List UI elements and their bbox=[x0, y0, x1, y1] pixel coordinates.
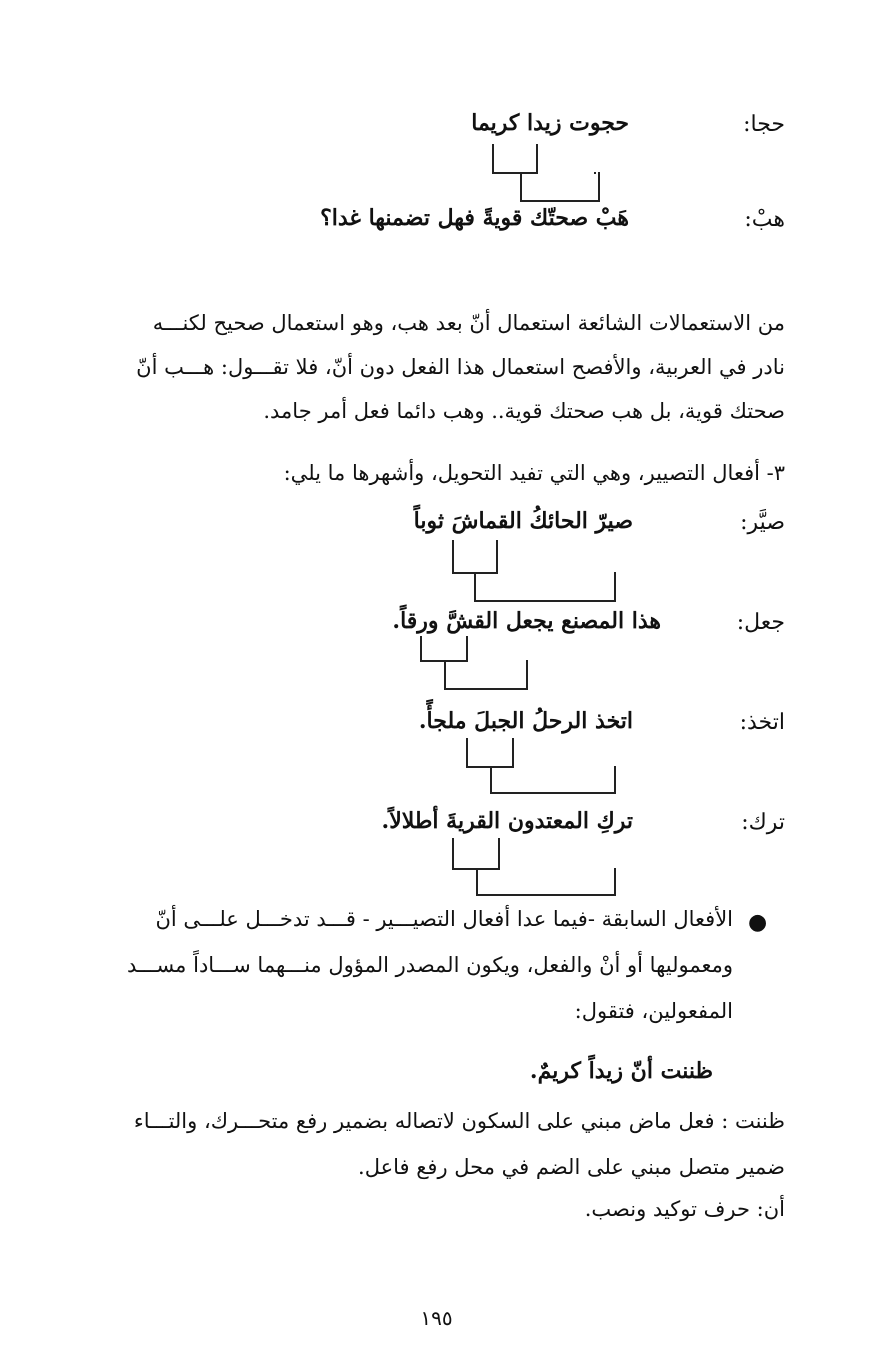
paragraph-hab-usage bbox=[110, 308, 785, 426]
example-label-hajaa: حجا: bbox=[743, 112, 785, 137]
example-sentence-zanan: ظننت أنّ زيداً كريمٌ. bbox=[529, 1058, 713, 1084]
example-sentence-tarak: تركِ المعتدون القريةَ أطلالاً. bbox=[381, 808, 633, 834]
paragraph-analysis bbox=[110, 1106, 785, 1224]
parse-bracket bbox=[420, 636, 468, 662]
example-sentence-hajaa: حجوت زيدا كريما bbox=[471, 110, 629, 136]
example-label-hab: هبْ: bbox=[744, 207, 785, 232]
paragraph-bullet bbox=[108, 904, 733, 1026]
bullet-icon: ● bbox=[748, 910, 768, 935]
paragraph-line: ومعموليها أو أنْ والفعل، ويكون المصدر المؤول منـــهما ســـاداً مســـد bbox=[126, 953, 733, 977]
example-label-sayyar: صيَّر: bbox=[740, 510, 785, 535]
parse-tick bbox=[594, 172, 596, 174]
paragraph-line: المفعولين، فتقول: bbox=[574, 999, 733, 1023]
paragraph-line: من الاستعمالات الشائعة استعمال أنّ بعد هب، وهو استعمال صحيح لكنـــه bbox=[152, 311, 785, 335]
paragraph-line: نادر في العربية، والأفصح استعمال هذا الفعل دون أنّ، فلا تقـــول: هـــب أنّ bbox=[136, 355, 785, 379]
parse-bracket bbox=[444, 660, 528, 690]
paragraph-line: صحتك قوية، بل هب صحتك قوية.. وهب دائما فعل أمر جامد. bbox=[263, 399, 785, 423]
example-sentence-sayyar: صيرّ الحائكُ القماشَ ثوباً bbox=[413, 508, 633, 534]
parse-bracket bbox=[492, 144, 538, 174]
example-label-jaal: جعل: bbox=[736, 610, 785, 635]
example-sentence-ittakhadh: اتخذ الرحلُ الجبلَ ملجأً. bbox=[418, 708, 633, 734]
example-label-tarak: ترك: bbox=[741, 810, 785, 835]
paragraph-line: ظننت : فعل ماض مبني على السكون لاتصاله بضمير رفع متحـــرك، والتـــاء bbox=[133, 1109, 785, 1133]
parse-bracket bbox=[452, 838, 500, 870]
example-label-ittakhadh: اتخذ: bbox=[739, 710, 785, 735]
parse-bracket bbox=[490, 766, 616, 794]
parse-bracket bbox=[476, 868, 616, 896]
example-sentence-hab: هَبْ صحتّك قويةً فهل تضمنها غدا؟ bbox=[320, 205, 629, 231]
example-sentence-jaal: هذا المصنع يجعل القشَّ ورقاً. bbox=[392, 608, 661, 634]
section-heading-tasyir: ٣- أفعال التصيير، وهي التي تفيد التحويل، وأشهرها ما يلي: bbox=[283, 461, 785, 485]
parse-bracket bbox=[452, 540, 498, 574]
parse-bracket bbox=[474, 572, 616, 602]
page-number: ١٩٥ bbox=[420, 1306, 453, 1330]
paragraph-line: الأفعال السابقة -فيما عدا أفعال التصيـــير - قـــد تدخـــل علـــى أنّ bbox=[155, 907, 733, 931]
parse-bracket bbox=[466, 738, 514, 768]
paragraph-line: ضمير متصل مبني على الضم في محل رفع فاعل. bbox=[358, 1155, 785, 1179]
paragraph-line: أن: حرف توكيد ونصب. bbox=[584, 1197, 785, 1221]
parse-bracket bbox=[520, 172, 600, 202]
